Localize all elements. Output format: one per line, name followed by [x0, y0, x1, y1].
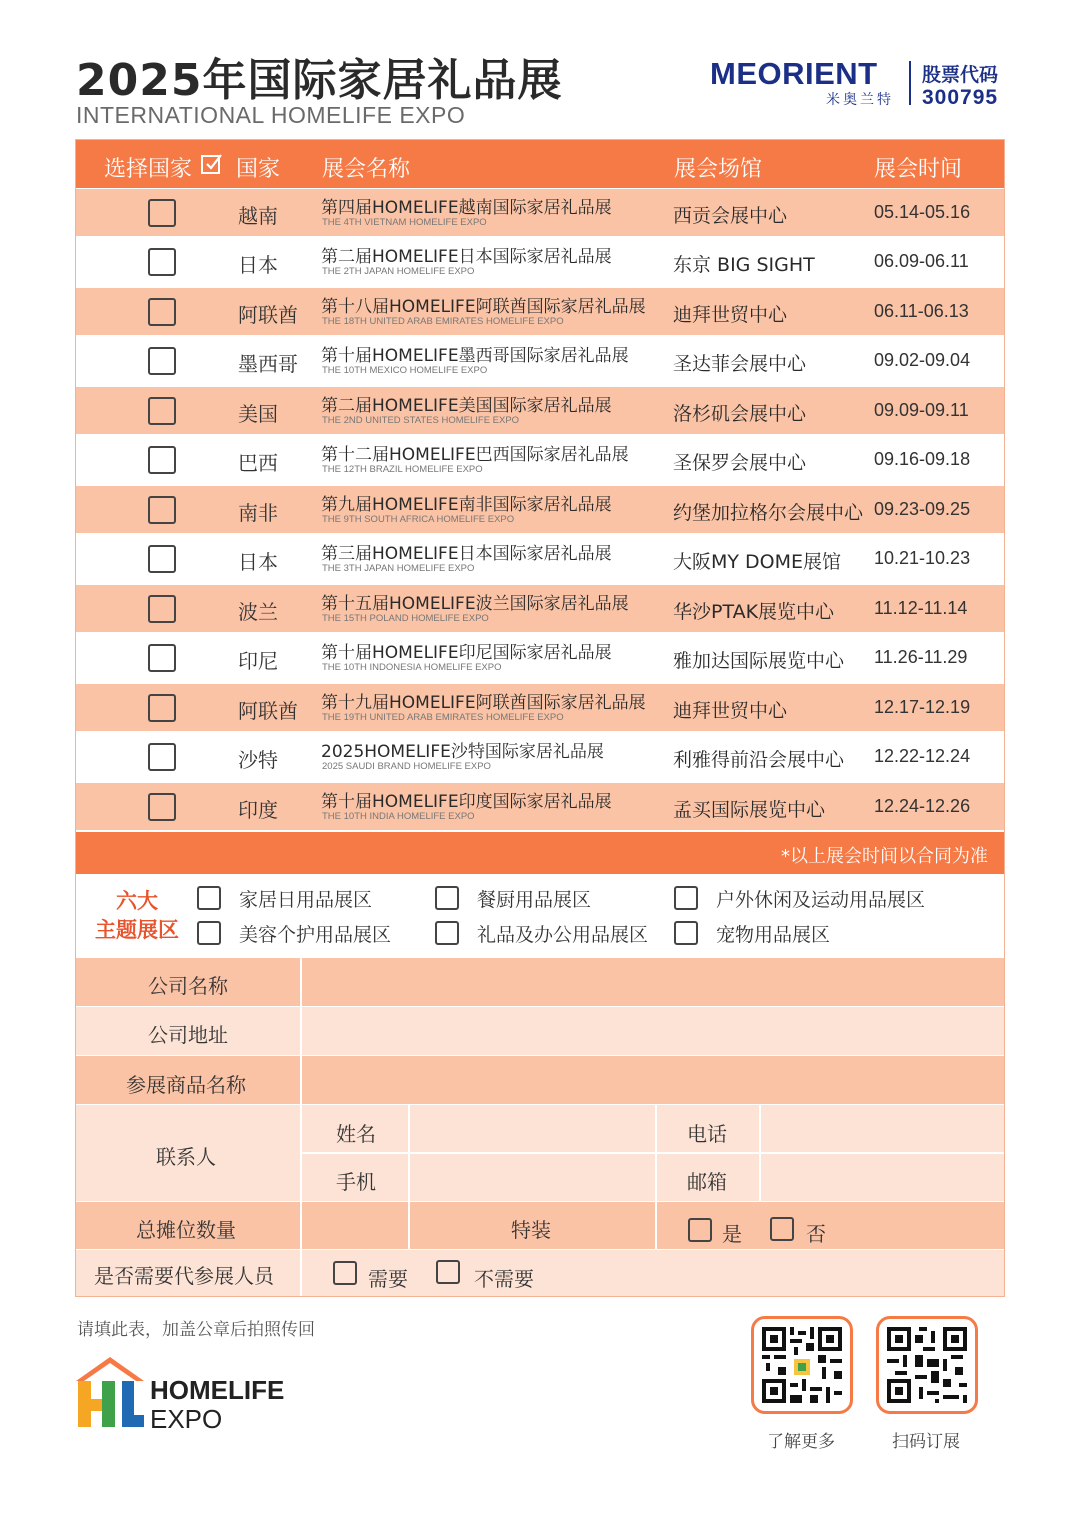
themes-title-line1: 六大 — [116, 889, 158, 913]
venue-cell: 圣保罗会展中心 — [673, 452, 807, 474]
themes-title — [92, 887, 182, 945]
page-title: 2025年国际家居礼品展 — [76, 55, 563, 106]
logo-text-homelife: HOMELIFE — [150, 1375, 285, 1405]
table-row — [76, 585, 1004, 632]
page-subtitle: INTERNATIONAL HOMELIFE EXPO — [76, 102, 466, 128]
stock-label: 股票代码 — [922, 64, 999, 86]
country-cell: 南非 — [238, 501, 278, 525]
expo-name-en: THE 10TH INDIA HOMELIFE EXPO — [322, 811, 475, 822]
select-checkbox[interactable] — [148, 694, 176, 722]
company-name-label: 公司名称 — [148, 974, 228, 998]
mobile-label: 手机 — [336, 1170, 376, 1194]
table-row — [76, 783, 1004, 830]
not-need-checkbox[interactable] — [436, 1260, 460, 1284]
brand-logo-text: MEORIENT — [710, 56, 878, 91]
expo-name-cn: 第十二届HOMELIFE巴西国际家居礼品展 — [321, 445, 629, 465]
contact-label: 联系人 — [156, 1145, 216, 1169]
date-cell: 09.09-09.11 — [874, 400, 969, 420]
table-row — [76, 288, 1004, 335]
stock-code: 300795 — [922, 86, 999, 109]
special-yes-label: 是 — [722, 1222, 742, 1246]
select-checkbox[interactable] — [148, 743, 176, 771]
venue-cell: 华沙PTAK展览中心 — [673, 601, 835, 623]
expo-name-cn: 第四届HOMELIFE越南国际家居礼品展 — [321, 198, 612, 218]
booth-count-field[interactable] — [304, 1206, 404, 1245]
theme-label: 户外休闲及运动用品展区 — [716, 889, 926, 911]
venue-cell: 东京 BIG SIGHT — [673, 254, 815, 276]
expo-name-cn: 第十届HOMELIFE印度国际家居礼品展 — [321, 792, 612, 812]
date-cell: 06.09-06.11 — [874, 251, 969, 271]
footer-instruction: 请填此表，加盖公章后拍照传回 — [77, 1320, 315, 1340]
country-cell: 越南 — [238, 204, 278, 228]
product-name-row — [76, 1056, 1004, 1104]
expo-name-en: THE 15TH POLAND HOMELIFE EXPO — [322, 613, 489, 624]
country-cell: 波兰 — [238, 600, 278, 624]
col-select: 选择国家 — [104, 157, 193, 182]
expo-name-cn: 2025HOMELIFE沙特国际家居礼品展 — [321, 742, 604, 762]
venue-cell: 雅加达国际展览中心 — [673, 650, 845, 672]
need-label: 需要 — [368, 1267, 408, 1291]
country-cell: 阿联酋 — [238, 699, 298, 723]
table-row — [76, 486, 1004, 533]
date-cell: 12.24-12.26 — [874, 796, 971, 816]
need-checkbox[interactable] — [333, 1261, 357, 1285]
theme-label: 餐厨用品展区 — [477, 889, 592, 911]
venue-cell: 圣达菲会展中心 — [673, 353, 807, 375]
theme-label: 宠物用品展区 — [716, 924, 831, 946]
product-name-field[interactable] — [304, 1060, 1000, 1100]
special-build-label: 特装 — [511, 1218, 551, 1242]
agent-row — [76, 1250, 1004, 1296]
table-row — [76, 634, 1004, 681]
expo-name-en: THE 19TH UNITED ARAB EMIRATES HOMELIFE EXPO — [322, 712, 564, 723]
expo-name-en: THE 4TH VIETNAM HOMELIFE EXPO — [322, 217, 487, 228]
expo-name-cn: 第十八届HOMELIFE阿联酋国际家居礼品展 — [321, 297, 646, 317]
table-row — [76, 436, 1004, 483]
table-row — [76, 189, 1004, 236]
table-row — [76, 337, 1004, 384]
country-cell: 阿联酋 — [238, 303, 298, 327]
not-need-label: 不需要 — [474, 1267, 534, 1291]
theme-checkbox[interactable] — [674, 886, 698, 910]
venue-cell: 约堡加拉格尔会展中心 — [673, 502, 864, 524]
table-row — [76, 684, 1004, 731]
date-cell: 11.12-11.14 — [874, 598, 968, 618]
theme-checkbox[interactable] — [197, 886, 221, 910]
booth-row — [76, 1202, 1004, 1249]
contact-row — [76, 1105, 1004, 1201]
themes-title-line2: 主题展区 — [95, 918, 179, 942]
country-cell: 墨西哥 — [238, 352, 298, 376]
expo-name-cn: 第十届HOMELIFE印尼国际家居礼品展 — [321, 643, 612, 663]
date-cell: 12.17-12.19 — [874, 697, 971, 717]
date-cell: 09.02-09.04 — [874, 350, 971, 370]
theme-label: 家居日用品展区 — [239, 889, 373, 911]
date-cell: 11.26-11.29 — [874, 647, 968, 667]
expo-name-en: 2025 SAUDI BRAND HOMELIFE EXPO — [322, 761, 491, 772]
qr-code-more-info[interactable] — [751, 1316, 853, 1414]
col-venue: 展会场馆 — [674, 157, 763, 182]
expo-name-en: THE 2ND UNITED STATES HOMELIFE EXPO — [322, 415, 520, 426]
homelife-logo-icon — [74, 1355, 146, 1435]
special-yes-checkbox[interactable] — [688, 1218, 712, 1242]
note-bar — [76, 832, 1004, 874]
venue-cell: 利雅得前沿会展中心 — [673, 749, 845, 771]
theme-checkbox[interactable] — [435, 886, 459, 910]
special-no-checkbox[interactable] — [770, 1217, 794, 1241]
qr-icon — [887, 1327, 967, 1403]
venue-cell: 西贡会展中心 — [673, 205, 788, 227]
select-checkbox[interactable] — [148, 545, 176, 573]
brand-divider — [909, 61, 911, 105]
product-name-label: 参展商品名称 — [126, 1073, 246, 1097]
name-label: 姓名 — [336, 1122, 376, 1146]
phone-field[interactable] — [763, 1109, 999, 1149]
country-cell: 日本 — [238, 550, 278, 574]
expo-name-cn: 第十五届HOMELIFE波兰国际家居礼品展 — [321, 594, 629, 614]
country-cell: 沙特 — [238, 748, 278, 772]
expo-name-en: THE 12TH BRAZIL HOMELIFE EXPO — [322, 464, 483, 475]
theme-label: 礼品及办公用品展区 — [477, 924, 649, 946]
theme-checkbox[interactable] — [674, 921, 698, 945]
expo-name-en: THE 18TH UNITED ARAB EMIRATES HOMELIFE EXPO — [322, 316, 564, 327]
venue-cell: 迪拜世贸中心 — [673, 304, 788, 326]
email-label: 邮箱 — [687, 1170, 727, 1194]
venue-cell: 迪拜世贸中心 — [673, 700, 788, 722]
company-address-row — [76, 1007, 1004, 1055]
col-country: 国家 — [236, 157, 281, 182]
venue-cell: 大阪MY DOME展馆 — [673, 551, 842, 573]
select-checkbox[interactable] — [148, 248, 176, 276]
table-row — [76, 238, 1004, 285]
select-checkbox[interactable] — [148, 793, 176, 821]
qr-icon — [762, 1327, 842, 1403]
table-row — [76, 535, 1004, 582]
company-address-label: 公司地址 — [148, 1023, 228, 1047]
expo-name-en: THE 2TH JAPAN HOMELIFE EXPO — [322, 266, 475, 277]
qr-code-book-booth[interactable] — [876, 1316, 978, 1414]
select-checkbox[interactable] — [148, 496, 176, 524]
venue-cell: 洛杉矶会展中心 — [673, 403, 807, 425]
expo-name-en: THE 10TH MEXICO HOMELIFE EXPO — [322, 365, 488, 376]
col-expo-name: 展会名称 — [322, 157, 411, 182]
select-checkbox[interactable] — [148, 298, 176, 326]
country-cell: 巴西 — [238, 451, 278, 475]
select-checkbox[interactable] — [148, 595, 176, 623]
date-cell: 05.14-05.16 — [874, 202, 971, 222]
logo-text-expo: EXPO — [150, 1404, 223, 1434]
date-cell: 06.11-06.13 — [874, 301, 969, 321]
booth-count-label: 总摊位数量 — [136, 1218, 236, 1242]
select-checkbox[interactable] — [148, 446, 176, 474]
country-cell: 印尼 — [238, 649, 278, 673]
country-cell: 印度 — [238, 798, 278, 822]
qr2-caption: 扫码订展 — [892, 1432, 960, 1452]
expo-name-en: THE 3TH JAPAN HOMELIFE EXPO — [322, 563, 475, 574]
select-checkbox[interactable] — [148, 199, 176, 227]
brand-cn-name: 米奥兰特 — [826, 92, 894, 108]
expo-name-cn: 第二届HOMELIFE美国国际家居礼品展 — [321, 396, 612, 416]
name-field[interactable] — [412, 1109, 652, 1149]
special-no-label: 否 — [806, 1222, 826, 1246]
date-cell: 09.23-09.25 — [874, 499, 971, 519]
table-row — [76, 387, 1004, 434]
country-cell: 美国 — [238, 402, 278, 426]
select-checkbox[interactable] — [148, 397, 176, 425]
theme-checkbox[interactable] — [435, 921, 459, 945]
theme-checkbox[interactable] — [197, 921, 221, 945]
company-name-row — [76, 958, 1004, 1006]
company-name-field[interactable] — [304, 962, 1000, 1002]
expo-name-en: THE 9TH SOUTH AFRICA HOMELIFE EXPO — [322, 514, 515, 525]
expo-name-cn: 第十九届HOMELIFE阿联酋国际家居礼品展 — [321, 693, 646, 713]
col-date: 展会时间 — [874, 157, 963, 182]
date-note: *以上展会时间以合同为准 — [781, 846, 988, 867]
qr1-caption: 了解更多 — [767, 1432, 835, 1452]
expo-name-cn: 第九届HOMELIFE南非国际家居礼品展 — [321, 495, 612, 515]
select-checkbox[interactable] — [148, 347, 176, 375]
expo-name-cn: 第二届HOMELIFE日本国际家居礼品展 — [321, 247, 612, 267]
table-row — [76, 733, 1004, 780]
date-cell: 10.21-10.23 — [874, 548, 971, 568]
theme-label: 美容个护用品展区 — [239, 924, 392, 946]
date-cell: 09.16-09.18 — [874, 449, 971, 469]
company-address-field[interactable] — [304, 1011, 1000, 1051]
country-cell: 日本 — [238, 253, 278, 277]
expo-name-cn: 第三届HOMELIFE日本国际家居礼品展 — [321, 544, 612, 564]
venue-cell: 孟买国际展览中心 — [673, 799, 826, 821]
phone-label: 电话 — [687, 1122, 727, 1146]
need-agent-label: 是否需要代参展人员 — [94, 1264, 274, 1288]
checkbox-edit-icon — [200, 152, 224, 182]
email-field[interactable] — [763, 1157, 999, 1197]
table-header — [76, 140, 1004, 188]
expo-name-en: THE 10TH INDONESIA HOMELIFE EXPO — [322, 662, 502, 673]
expo-name-cn: 第十届HOMELIFE墨西哥国际家居礼品展 — [321, 346, 629, 366]
date-cell: 12.22-12.24 — [874, 746, 971, 766]
mobile-field[interactable] — [412, 1157, 652, 1197]
select-checkbox[interactable] — [148, 644, 176, 672]
